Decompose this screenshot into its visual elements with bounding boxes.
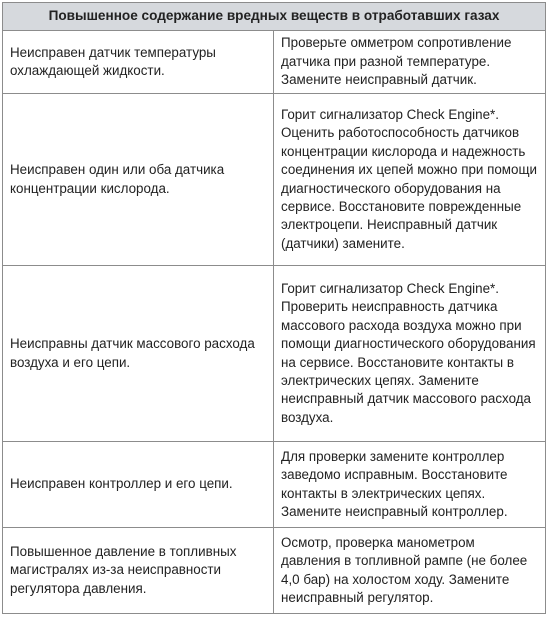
troubleshooting-table <box>2 2 546 614</box>
cause-text: Неисправен контроллер и его цепи. <box>10 476 233 492</box>
remedy-text: Для проверки замените контроллер заведомо исправным. Восстановите контакты в электрических цепях. Замените неисправный контроллер. <box>281 448 508 519</box>
table-row <box>3 528 546 614</box>
remedy-cell <box>274 266 546 442</box>
remedy-cell <box>274 442 546 528</box>
cause-text: Повышенное давление в топливных магистралях из-за неисправности регулятора давления. <box>10 543 237 596</box>
cause-text: Неисправен датчик температуры охлаждающей жидкости. <box>10 44 216 78</box>
cause-cell <box>3 94 274 266</box>
remedy-text: Горит сигнализатор Check Engine*. Проверить неисправность датчика массового расхода воздуха можно при помощи диагностического оборудования на сервисе. Восстановите контакты в электрических цепях. Замените неисправный датчик массового расхода воздуха. <box>281 280 536 425</box>
remedy-text: Горит сигнализатор Check Engine*. Оценить работоспособность датчиков концентрации кислорода и надежность соединения их цепей можно при помощи диагностического оборудования на сервисе. Восстановите поврежденные электроцепи. Неисправный датчик (датчики) замените. <box>281 106 537 251</box>
cause-text: Неисправны датчик массового расхода воздуха и его цепи. <box>10 336 255 370</box>
cause-cell <box>3 442 274 528</box>
remedy-cell <box>274 94 546 266</box>
cause-text: Неисправен один или оба датчика концентрации кислорода. <box>10 162 225 196</box>
table-row <box>3 31 546 94</box>
table-title: Повышенное содержание вредных веществ в отработавших газах <box>3 3 546 31</box>
cause-cell <box>3 31 274 94</box>
cause-cell <box>3 528 274 614</box>
table-row <box>3 266 546 442</box>
remedy-cell <box>274 528 546 614</box>
remedy-text: Проверьте омметром сопротивление датчика при разной температуре. Замените неисправный датчик. <box>281 35 512 88</box>
cause-cell <box>3 266 274 442</box>
table-row <box>3 94 546 266</box>
remedy-cell <box>274 31 546 94</box>
remedy-text: Осмотр, проверка манометром давления в топливной рампе (не более 4,0 бар) на холостом ходу. Замените неисправный регулятор. <box>281 534 528 605</box>
table-header-row <box>3 3 546 31</box>
table-row <box>3 442 546 528</box>
